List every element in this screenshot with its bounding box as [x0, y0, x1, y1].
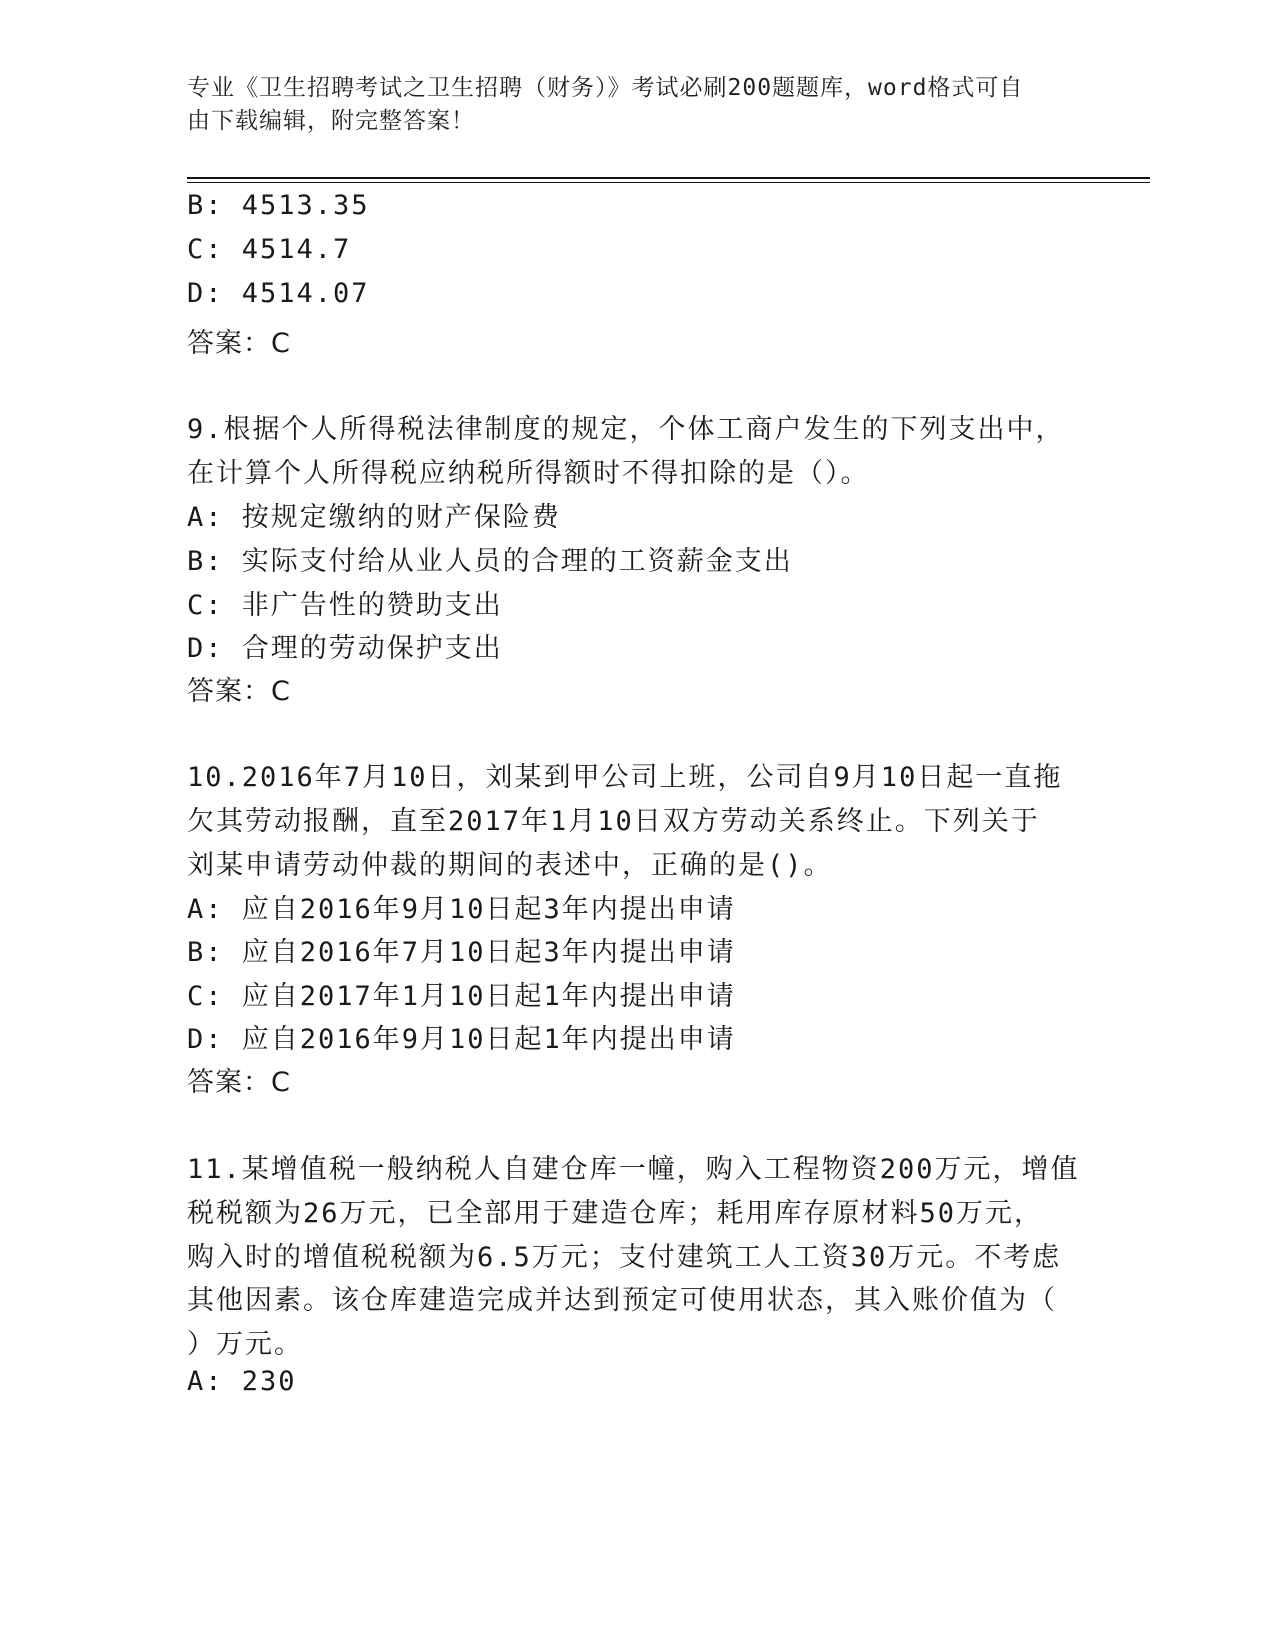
- q10-answer: 答案：C: [187, 1067, 291, 1098]
- q8-answer: 答案：C: [187, 328, 291, 359]
- q11-stem-line-5: ）万元。: [187, 1329, 303, 1360]
- q11-option-a: A: 230: [187, 1366, 297, 1397]
- q11-stem-line-4: 其他因素。该仓库建造完成并达到预定可使用状态，其入账价值为（: [187, 1285, 1057, 1316]
- q8-option-c: C: 4514.7: [187, 234, 352, 265]
- q10-stem-line-1: 10.2016年7月10日，刘某到甲公司上班，公司自9月10日起一直拖: [187, 762, 1063, 793]
- q10-stem-line-3: 刘某申请劳动仲裁的期间的表述中，正确的是()。: [187, 850, 833, 881]
- document-header: [187, 72, 1067, 138]
- header-title-line-2: 由下载编辑，附完整答案！: [187, 108, 475, 134]
- q10-option-a: A: 应自2016年9月10日起3年内提出申请: [187, 894, 736, 925]
- q10-option-c: C: 应自2017年1月10日起1年内提出申请: [187, 981, 736, 1012]
- header-divider-thick: [187, 177, 1150, 179]
- header-divider-thin: [187, 182, 1150, 183]
- q9-answer: 答案：C: [187, 676, 291, 707]
- q11-stem-line-3: 购入时的增值税税额为6.5万元；支付建筑工人工资30万元。不考虑: [187, 1242, 1062, 1273]
- q9-option-c: C: 非广告性的赞助支出: [187, 590, 503, 621]
- q9-option-b: B: 实际支付给从业人员的合理的工资薪金支出: [187, 546, 793, 577]
- q11-stem-line-2: 税税额为26万元，已全部用于建造仓库；耗用库存原材料50万元，: [187, 1198, 1044, 1229]
- q9-option-d: D: 合理的劳动保护支出: [187, 633, 503, 664]
- header-title-line-1: 专业《卫生招聘考试之卫生招聘（财务）》考试必刷200题题库，word格式可自: [187, 75, 1024, 101]
- q8-option-d: D: 4514.07: [187, 278, 370, 309]
- q10-option-d: D: 应自2016年9月10日起1年内提出申请: [187, 1024, 736, 1055]
- q8-option-b: B: 4513.35: [187, 190, 370, 221]
- q10-option-b: B: 应自2016年7月10日起3年内提出申请: [187, 937, 736, 968]
- q9-option-a: A: 按规定缴纳的财产保险费: [187, 502, 561, 533]
- q9-stem-line-1: 9.根据个人所得税法律制度的规定，个体工商户发生的下列支出中，: [187, 414, 1065, 445]
- q11-stem-line-1: 11.某增值税一般纳税人自建仓库一幢，购入工程物资200万元，增值: [187, 1154, 1080, 1185]
- q9-stem-line-2: 在计算个人所得税应纳税所得额时不得扣除的是（）。: [187, 458, 870, 489]
- q10-stem-line-2: 欠其劳动报酬，直至2017年1月10日双方劳动关系终止。下列关于: [187, 806, 1040, 837]
